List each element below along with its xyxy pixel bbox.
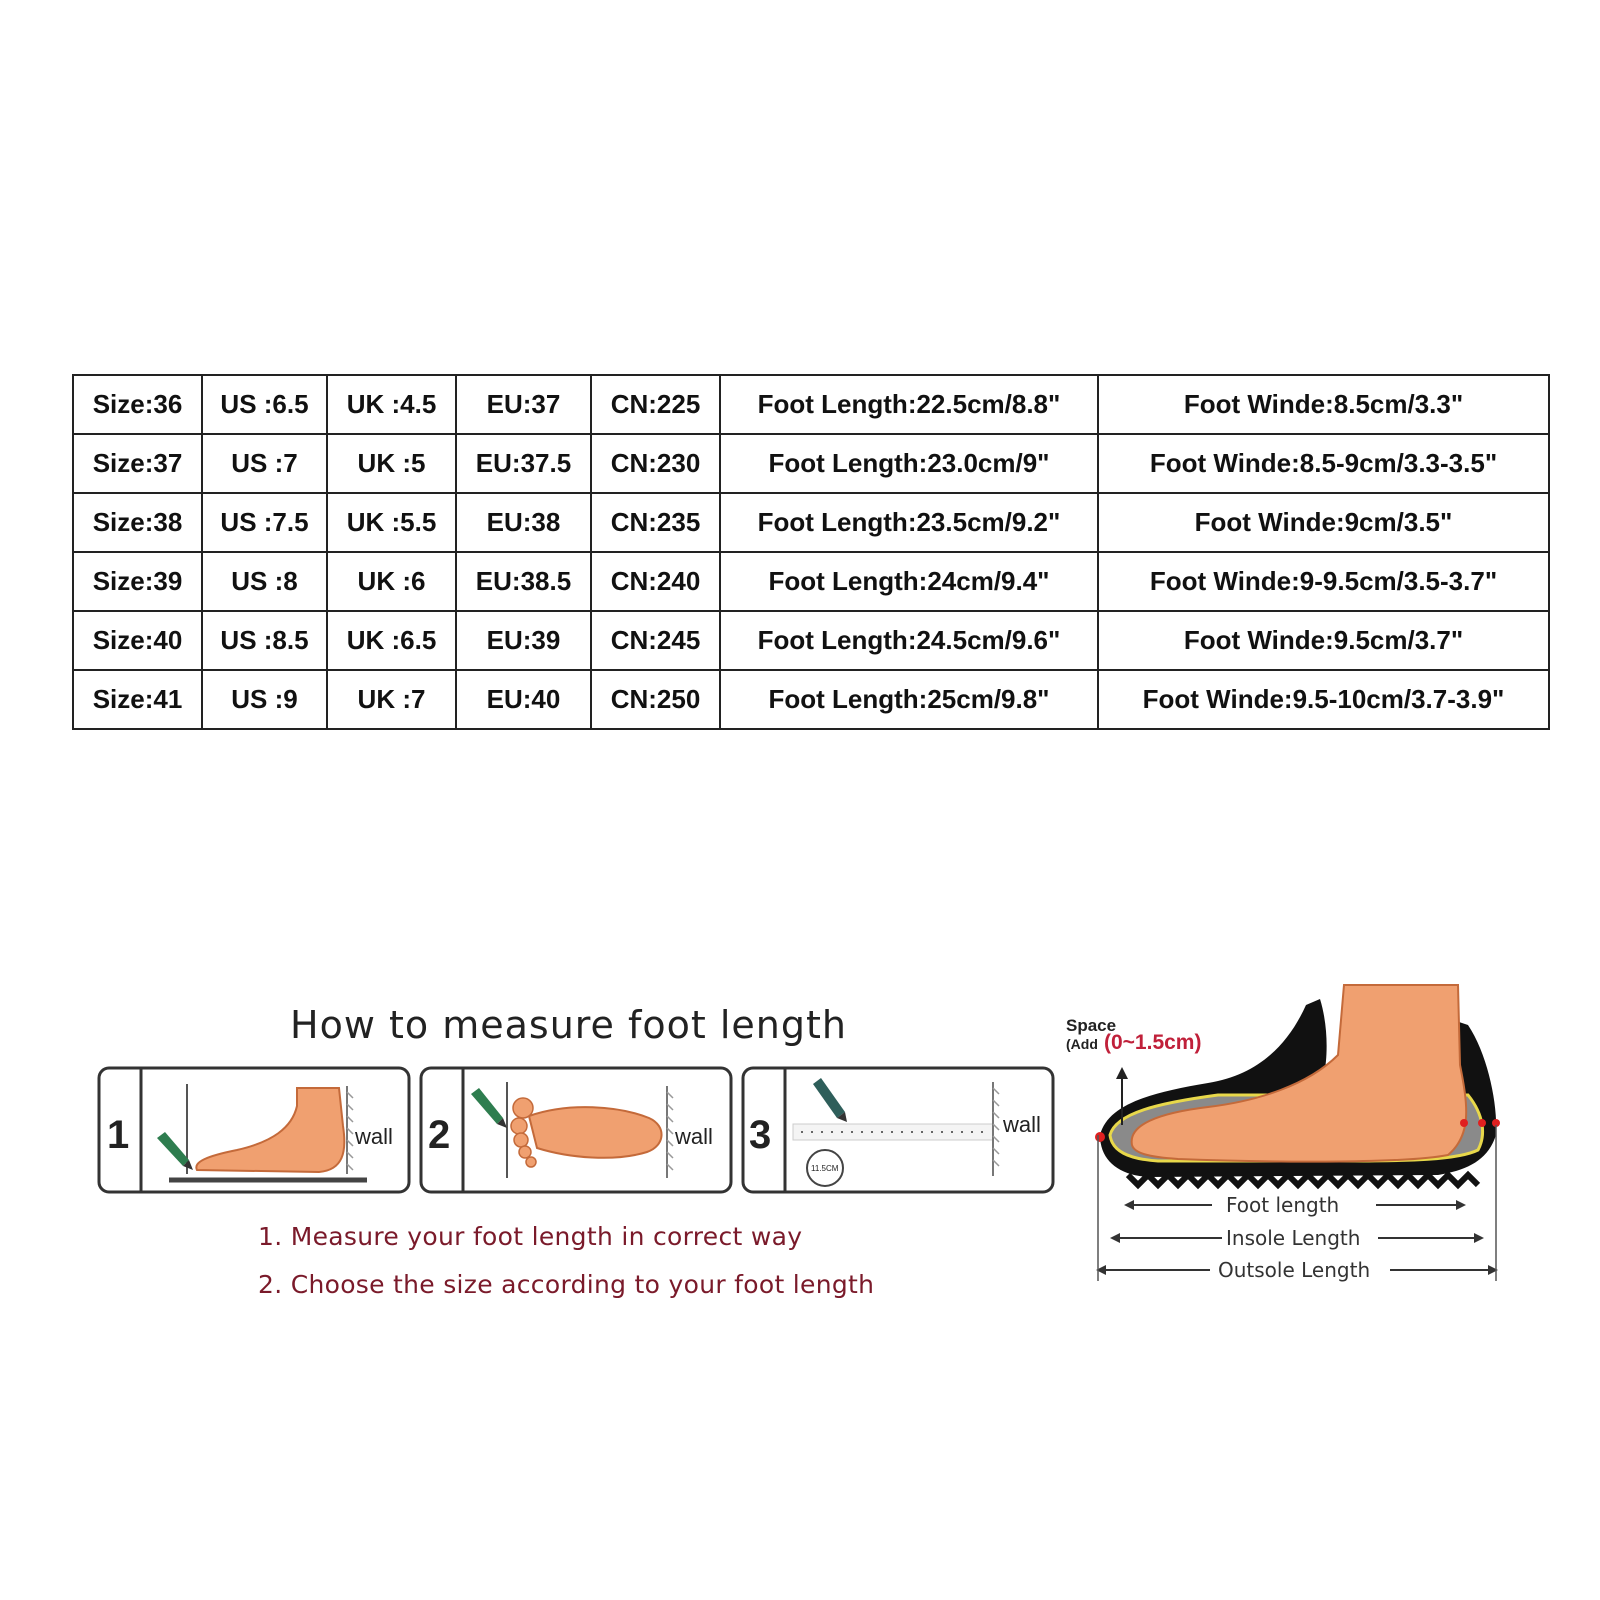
cn-size-cell: CN:230 bbox=[591, 434, 720, 493]
size-cell: Size:40 bbox=[73, 611, 202, 670]
cn-size-cell: CN:240 bbox=[591, 552, 720, 611]
foot-length-cell: Foot Length:25cm/9.8" bbox=[720, 670, 1098, 729]
us-size-cell: US :7 bbox=[202, 434, 327, 493]
cn-size-cell: CN:250 bbox=[591, 670, 720, 729]
eu-size-cell: EU:38.5 bbox=[456, 552, 591, 611]
eu-size-cell: EU:38 bbox=[456, 493, 591, 552]
foot-width-cell: Foot Winde:9-9.5cm/3.5-3.7" bbox=[1098, 552, 1549, 611]
foot-width-cell: Foot Winde:9cm/3.5" bbox=[1098, 493, 1549, 552]
step-2-panel bbox=[419, 1066, 733, 1194]
cn-size-cell: CN:245 bbox=[591, 611, 720, 670]
heel-marker-dot bbox=[1460, 1119, 1468, 1127]
table-row bbox=[73, 670, 1549, 729]
step-3-number: 3 bbox=[749, 1113, 772, 1157]
foot-width-cell: Foot Winde:9.5cm/3.7" bbox=[1098, 611, 1549, 670]
table-row bbox=[73, 375, 1549, 434]
eu-size-cell: EU:40 bbox=[456, 670, 591, 729]
foot-length-cell: Foot Length:22.5cm/8.8" bbox=[720, 375, 1098, 434]
foot-width-cell: Foot Winde:8.5-9cm/3.3-3.5" bbox=[1098, 434, 1549, 493]
us-size-cell: US :9 bbox=[202, 670, 327, 729]
uk-size-cell: UK :5.5 bbox=[327, 493, 456, 552]
cn-size-cell: CN:225 bbox=[591, 375, 720, 434]
foot-width-cell: Foot Winde:8.5cm/3.3" bbox=[1098, 375, 1549, 434]
foot-length-cell: Foot Length:23.0cm/9" bbox=[720, 434, 1098, 493]
uk-size-cell: UK :6 bbox=[327, 552, 456, 611]
size-cell: Size:37 bbox=[73, 434, 202, 493]
us-size-cell: US :6.5 bbox=[202, 375, 327, 434]
foot-length-dimension bbox=[1124, 1193, 1466, 1217]
instruction-2: 2. Choose the size according to your foot length bbox=[258, 1270, 875, 1299]
step-2-number: 2 bbox=[428, 1113, 451, 1157]
toe-marker-dot bbox=[1095, 1132, 1105, 1142]
size-cell: Size:41 bbox=[73, 670, 202, 729]
step-1-wall-label: wall bbox=[355, 1124, 393, 1149]
eu-size-cell: EU:37.5 bbox=[456, 434, 591, 493]
table-row bbox=[73, 493, 1549, 552]
table-row bbox=[73, 611, 1549, 670]
measurement-circle-label: 11.5CM bbox=[811, 1164, 839, 1173]
size-cell: Size:39 bbox=[73, 552, 202, 611]
foot-length-cell: Foot Length:24cm/9.4" bbox=[720, 552, 1098, 611]
uk-size-cell: UK :5 bbox=[327, 434, 456, 493]
cn-size-cell: CN:235 bbox=[591, 493, 720, 552]
insole-length-label: Insole Length bbox=[1226, 1226, 1361, 1250]
uk-size-cell: UK :6.5 bbox=[327, 611, 456, 670]
step-2-wall-label: wall bbox=[675, 1124, 713, 1149]
eu-size-cell: EU:37 bbox=[456, 375, 591, 434]
step-1-number: 1 bbox=[107, 1113, 130, 1157]
size-cell: Size:36 bbox=[73, 375, 202, 434]
space-range: (0~1.5cm) bbox=[1104, 1031, 1202, 1054]
foot-width-cell: Foot Winde:9.5-10cm/3.7-3.9" bbox=[1098, 670, 1549, 729]
table-row bbox=[73, 552, 1549, 611]
table-row bbox=[73, 434, 1549, 493]
size-cell: Size:38 bbox=[73, 493, 202, 552]
size-chart-body bbox=[73, 375, 1549, 729]
outsole-length-dimension bbox=[1096, 1258, 1498, 1282]
uk-size-cell: UK :7 bbox=[327, 670, 456, 729]
uk-size-cell: UK :4.5 bbox=[327, 375, 456, 434]
outsole-length-label: Outsole Length bbox=[1218, 1258, 1371, 1282]
us-size-cell: US :8.5 bbox=[202, 611, 327, 670]
step-3-wall-label: wall bbox=[1003, 1112, 1041, 1137]
space-label: Space bbox=[1066, 1016, 1117, 1035]
us-size-cell: US :7.5 bbox=[202, 493, 327, 552]
howto-title: How to measure foot length bbox=[290, 1003, 847, 1047]
step-1-panel bbox=[97, 1066, 411, 1194]
foot-length-label: Foot length bbox=[1226, 1193, 1340, 1217]
foot-length-cell: Foot Length:24.5cm/9.6" bbox=[720, 611, 1098, 670]
foot-length-cell: Foot Length:23.5cm/9.2" bbox=[720, 493, 1098, 552]
size-chart-table bbox=[72, 374, 1550, 730]
us-size-cell: US :8 bbox=[202, 552, 327, 611]
ruler-icon bbox=[793, 1124, 993, 1140]
shoe-length-diagram bbox=[1066, 985, 1548, 1305]
step-3-panel bbox=[741, 1066, 1055, 1194]
insole-length-dimension bbox=[1110, 1226, 1484, 1250]
instruction-1: 1. Measure your foot length in correct way bbox=[258, 1222, 803, 1251]
insole-marker-dot bbox=[1478, 1119, 1486, 1127]
eu-size-cell: EU:39 bbox=[456, 611, 591, 670]
space-add-prefix: (Add bbox=[1066, 1036, 1098, 1052]
